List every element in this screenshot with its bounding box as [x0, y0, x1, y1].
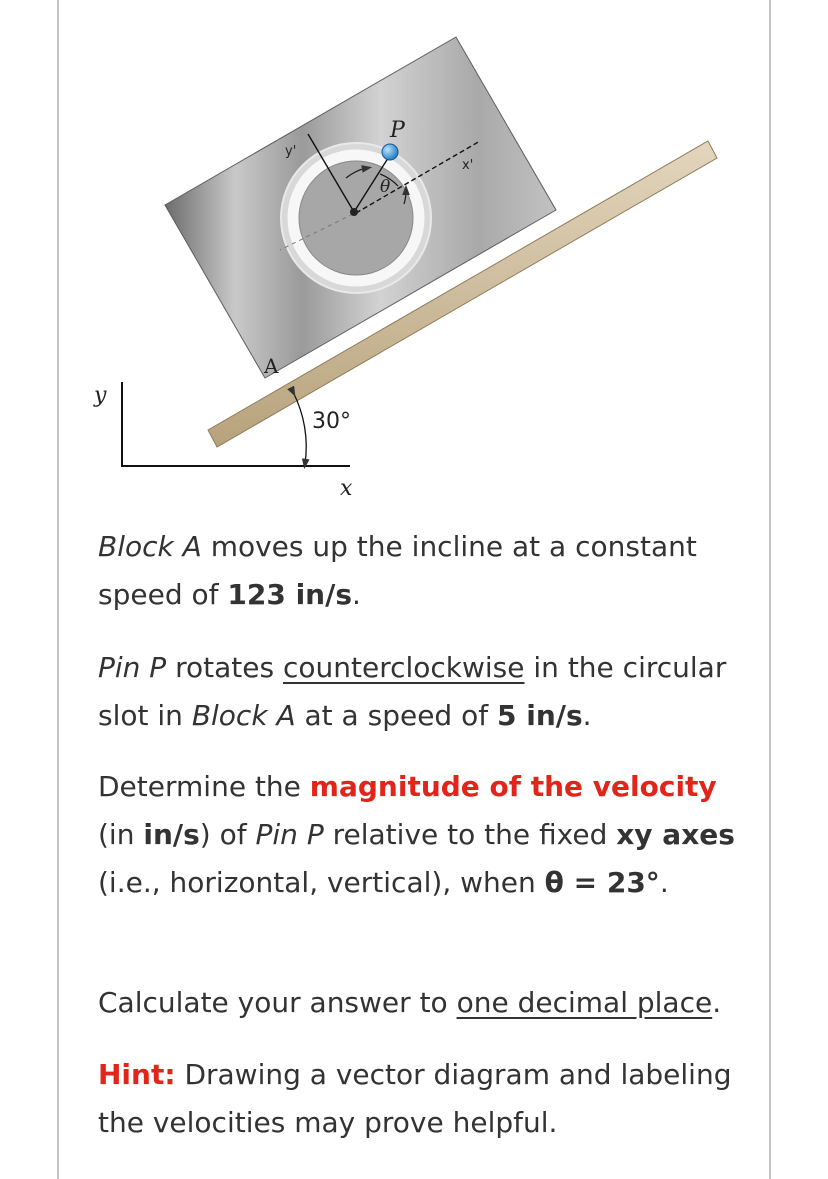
text-block-a: Block A: [98, 530, 202, 563]
text-span: Determine the: [98, 770, 310, 803]
text-span: .: [659, 866, 669, 899]
text-span: (i.e., horizontal, vertical), when: [98, 866, 545, 899]
text-one-decimal-place: one decimal place: [456, 986, 713, 1019]
text-hint-label: Hint:: [98, 1058, 176, 1091]
text-span: ) of: [199, 818, 256, 851]
text-theta-value: θ = 23°: [544, 866, 660, 899]
text-span: moves up the incline at a constant speed of: [98, 530, 697, 611]
text-block-a: Block A: [191, 699, 296, 732]
label-y-prime: y': [285, 144, 297, 159]
text-span: Calculate your answer to: [98, 986, 457, 1019]
text-hint-body: Drawing a vector diagram and labeling the velocities may prove helpful.: [98, 1058, 732, 1139]
angle-arc-30: [293, 392, 306, 464]
frame-right-border: [769, 0, 771, 1179]
text-span: rotates: [166, 651, 283, 684]
label-angle-30: 30°: [312, 409, 351, 434]
paragraph-question: [98, 763, 758, 907]
text-block-speed: 123 in/s: [227, 578, 353, 611]
frame-left-border: [57, 0, 59, 1179]
label-pin-p: P: [390, 118, 405, 143]
label-theta: θ: [380, 177, 391, 197]
text-span: at a speed of: [295, 699, 497, 732]
text-span: relative to the fixed: [323, 818, 617, 851]
text-span: .: [582, 699, 592, 732]
label-x-prime: x': [462, 158, 474, 173]
text-span: .: [712, 986, 722, 1019]
text-pin-p: Pin P: [255, 818, 324, 851]
paragraph-block-motion: [98, 523, 758, 619]
text-counterclockwise: counterclockwise: [282, 651, 525, 684]
label-y-axis: y: [94, 383, 107, 408]
text-span: in the circular slot in: [98, 651, 727, 732]
pin-p: [382, 144, 398, 160]
paragraph-pin-rotation: [98, 644, 758, 740]
text-pin-p: Pin P: [98, 651, 167, 684]
text-units: in/s: [143, 818, 200, 851]
text-pin-speed: 5 in/s: [496, 699, 583, 732]
center-dot: [350, 208, 358, 216]
label-x-axis: x: [340, 476, 353, 501]
label-block-a: A: [264, 354, 279, 378]
text-span: .: [352, 578, 361, 611]
paragraph-hint: [98, 1051, 758, 1147]
circular-slot-inner: [299, 161, 413, 275]
text-span: (in: [98, 818, 144, 851]
paragraph-precision: [98, 979, 758, 1027]
text-magnitude-velocity: magnitude of the velocity: [309, 770, 717, 803]
incline-block-figure: [60, 0, 760, 510]
text-xy-axes: xy axes: [616, 818, 735, 851]
